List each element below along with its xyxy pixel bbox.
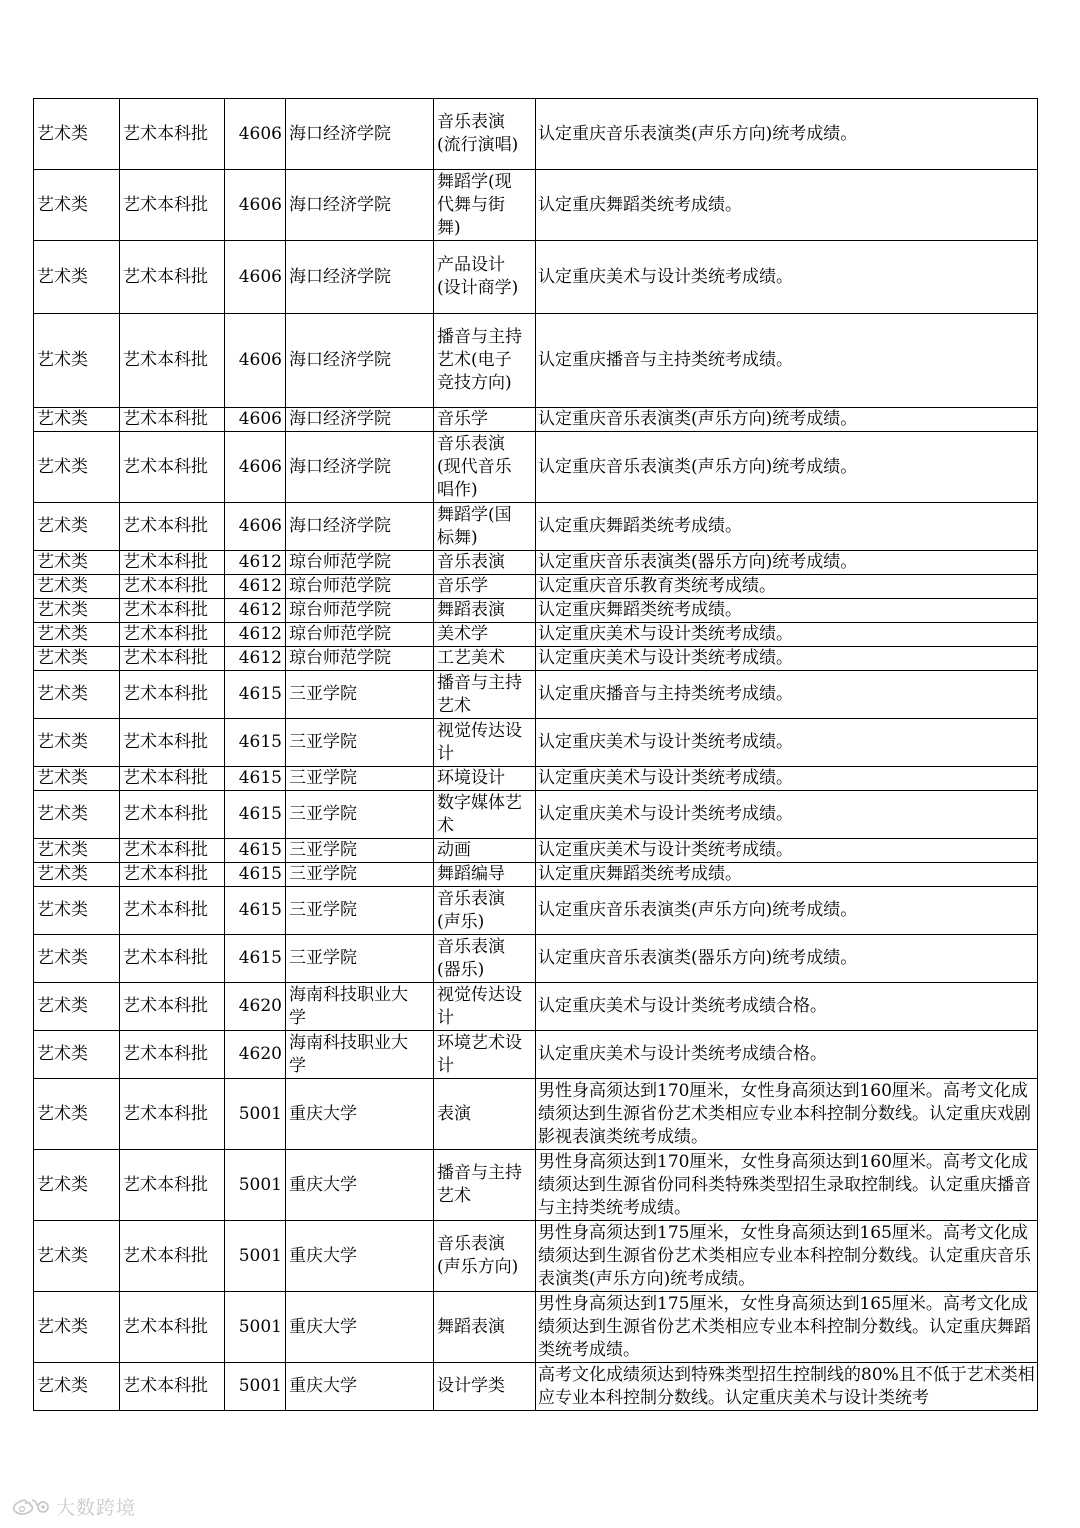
major-cell: 舞蹈表演 bbox=[434, 1292, 536, 1363]
school-code-cell: 5001 bbox=[225, 1363, 286, 1411]
school-name-cell: 重庆大学 bbox=[286, 1363, 434, 1411]
category-cell: 艺术类 bbox=[34, 599, 120, 623]
table-row bbox=[34, 432, 1038, 503]
table-row bbox=[34, 575, 1038, 599]
batch-cell: 艺术本科批 bbox=[120, 314, 225, 408]
category-cell: 艺术类 bbox=[34, 1150, 120, 1221]
school-name-cell: 海口经济学院 bbox=[286, 170, 434, 241]
major-cell: 舞蹈学(现 代舞与街 舞) bbox=[434, 170, 536, 241]
batch-cell: 艺术本科批 bbox=[120, 839, 225, 863]
requirement-note-cell: 认定重庆舞蹈类统考成绩。 bbox=[536, 503, 1038, 551]
major-cell: 舞蹈表演 bbox=[434, 599, 536, 623]
table-row bbox=[34, 1031, 1038, 1079]
school-code-cell: 4615 bbox=[225, 887, 286, 935]
school-code-cell: 4612 bbox=[225, 623, 286, 647]
table-row bbox=[34, 1292, 1038, 1363]
table-row bbox=[34, 551, 1038, 575]
table-row bbox=[34, 983, 1038, 1031]
major-cell: 播音与主持 艺术 bbox=[434, 671, 536, 719]
table-row bbox=[34, 314, 1038, 408]
requirement-note-cell: 认定重庆美术与设计类统考成绩。 bbox=[536, 241, 1038, 314]
category-cell: 艺术类 bbox=[34, 647, 120, 671]
category-cell: 艺术类 bbox=[34, 1079, 120, 1150]
batch-cell: 艺术本科批 bbox=[120, 551, 225, 575]
batch-cell: 艺术本科批 bbox=[120, 503, 225, 551]
school-name-cell: 重庆大学 bbox=[286, 1292, 434, 1363]
school-name-cell: 三亚学院 bbox=[286, 887, 434, 935]
table-row bbox=[34, 599, 1038, 623]
school-name-cell: 重庆大学 bbox=[286, 1079, 434, 1150]
school-code-cell: 5001 bbox=[225, 1221, 286, 1292]
school-name-cell: 三亚学院 bbox=[286, 935, 434, 983]
requirement-note-cell: 男性身高须达到175厘米，女性身高须达到165厘米。高考文化成绩须达到生源省份艺术类相应专业本科控制分数线。认定重庆音乐表演类(声乐方向)统考成绩。 bbox=[536, 1221, 1038, 1292]
requirement-note-cell: 高考文化成绩须达到特殊类型招生控制线的80%且不低于艺术类相应专业本科控制分数线。认定重庆美术与设计类统考 bbox=[536, 1363, 1038, 1411]
watermark bbox=[10, 1493, 136, 1520]
batch-cell: 艺术本科批 bbox=[120, 241, 225, 314]
requirement-note-cell: 认定重庆播音与主持类统考成绩。 bbox=[536, 314, 1038, 408]
batch-cell: 艺术本科批 bbox=[120, 767, 225, 791]
batch-cell: 艺术本科批 bbox=[120, 671, 225, 719]
category-cell: 艺术类 bbox=[34, 983, 120, 1031]
major-cell: 音乐表演 (器乐) bbox=[434, 935, 536, 983]
requirement-note-cell: 认定重庆美术与设计类统考成绩。 bbox=[536, 839, 1038, 863]
batch-cell: 艺术本科批 bbox=[120, 599, 225, 623]
requirement-note-cell: 认定重庆美术与设计类统考成绩合格。 bbox=[536, 983, 1038, 1031]
category-cell: 艺术类 bbox=[34, 1221, 120, 1292]
category-cell: 艺术类 bbox=[34, 1292, 120, 1363]
category-cell: 艺术类 bbox=[34, 623, 120, 647]
batch-cell: 艺术本科批 bbox=[120, 408, 225, 432]
major-cell: 表演 bbox=[434, 1079, 536, 1150]
school-code-cell: 5001 bbox=[225, 1150, 286, 1221]
table-row bbox=[34, 1150, 1038, 1221]
requirement-note-cell: 认定重庆音乐教育类统考成绩。 bbox=[536, 575, 1038, 599]
category-cell: 艺术类 bbox=[34, 503, 120, 551]
school-name-cell: 海口经济学院 bbox=[286, 99, 434, 170]
school-code-cell: 4612 bbox=[225, 647, 286, 671]
batch-cell: 艺术本科批 bbox=[120, 99, 225, 170]
requirement-note-cell: 认定重庆音乐表演类(声乐方向)统考成绩。 bbox=[536, 99, 1038, 170]
requirement-note-cell: 认定重庆音乐表演类(声乐方向)统考成绩。 bbox=[536, 408, 1038, 432]
requirement-note-cell: 认定重庆舞蹈类统考成绩。 bbox=[536, 863, 1038, 887]
table-row bbox=[34, 1079, 1038, 1150]
school-code-cell: 4612 bbox=[225, 551, 286, 575]
school-code-cell: 4615 bbox=[225, 935, 286, 983]
school-name-cell: 三亚学院 bbox=[286, 671, 434, 719]
major-cell: 播音与主持 艺术 bbox=[434, 1150, 536, 1221]
batch-cell: 艺术本科批 bbox=[120, 647, 225, 671]
batch-cell: 艺术本科批 bbox=[120, 1292, 225, 1363]
batch-cell: 艺术本科批 bbox=[120, 1079, 225, 1150]
school-code-cell: 4606 bbox=[225, 170, 286, 241]
major-cell: 音乐学 bbox=[434, 575, 536, 599]
school-code-cell: 4606 bbox=[225, 99, 286, 170]
requirement-note-cell: 认定重庆舞蹈类统考成绩。 bbox=[536, 599, 1038, 623]
school-name-cell: 海口经济学院 bbox=[286, 314, 434, 408]
school-name-cell: 三亚学院 bbox=[286, 863, 434, 887]
category-cell: 艺术类 bbox=[34, 671, 120, 719]
school-name-cell: 三亚学院 bbox=[286, 719, 434, 767]
major-cell: 舞蹈编导 bbox=[434, 863, 536, 887]
batch-cell: 艺术本科批 bbox=[120, 719, 225, 767]
batch-cell: 艺术本科批 bbox=[120, 170, 225, 241]
table-row bbox=[34, 719, 1038, 767]
batch-cell: 艺术本科批 bbox=[120, 575, 225, 599]
school-code-cell: 4620 bbox=[225, 983, 286, 1031]
school-code-cell: 4615 bbox=[225, 671, 286, 719]
table-row bbox=[34, 623, 1038, 647]
category-cell: 艺术类 bbox=[34, 170, 120, 241]
table-row bbox=[34, 1221, 1038, 1292]
school-code-cell: 4612 bbox=[225, 599, 286, 623]
school-name-cell: 海口经济学院 bbox=[286, 432, 434, 503]
school-name-cell: 琼台师范学院 bbox=[286, 647, 434, 671]
major-cell: 数字媒体艺 术 bbox=[434, 791, 536, 839]
school-code-cell: 4606 bbox=[225, 503, 286, 551]
school-name-cell: 三亚学院 bbox=[286, 767, 434, 791]
table-row bbox=[34, 241, 1038, 314]
requirement-note-cell: 认定重庆音乐表演类(声乐方向)统考成绩。 bbox=[536, 887, 1038, 935]
requirement-note-cell: 认定重庆美术与设计类统考成绩。 bbox=[536, 623, 1038, 647]
table-row bbox=[34, 767, 1038, 791]
major-cell: 音乐表演 (声乐) bbox=[434, 887, 536, 935]
school-code-cell: 5001 bbox=[225, 1079, 286, 1150]
school-code-cell: 4615 bbox=[225, 719, 286, 767]
requirement-note-cell: 认定重庆音乐表演类(器乐方向)统考成绩。 bbox=[536, 935, 1038, 983]
major-cell: 音乐表演 (流行演唱) bbox=[434, 99, 536, 170]
school-code-cell: 4615 bbox=[225, 863, 286, 887]
table-body bbox=[34, 99, 1038, 1411]
table-row bbox=[34, 863, 1038, 887]
category-cell: 艺术类 bbox=[34, 791, 120, 839]
table-row bbox=[34, 791, 1038, 839]
weibo-logo-icon bbox=[10, 1496, 52, 1518]
school-code-cell: 4620 bbox=[225, 1031, 286, 1079]
school-code-cell: 4606 bbox=[225, 432, 286, 503]
table-row bbox=[34, 503, 1038, 551]
requirement-note-cell: 认定重庆音乐表演类(声乐方向)统考成绩。 bbox=[536, 432, 1038, 503]
school-name-cell: 重庆大学 bbox=[286, 1150, 434, 1221]
category-cell: 艺术类 bbox=[34, 935, 120, 983]
batch-cell: 艺术本科批 bbox=[120, 1363, 225, 1411]
batch-cell: 艺术本科批 bbox=[120, 863, 225, 887]
major-cell: 舞蹈学(国 标舞) bbox=[434, 503, 536, 551]
school-name-cell: 海南科技职业大 学 bbox=[286, 1031, 434, 1079]
requirement-note-cell: 认定重庆美术与设计类统考成绩。 bbox=[536, 719, 1038, 767]
school-name-cell: 琼台师范学院 bbox=[286, 551, 434, 575]
school-name-cell: 三亚学院 bbox=[286, 791, 434, 839]
category-cell: 艺术类 bbox=[34, 314, 120, 408]
school-name-cell: 海口经济学院 bbox=[286, 503, 434, 551]
batch-cell: 艺术本科批 bbox=[120, 1150, 225, 1221]
category-cell: 艺术类 bbox=[34, 839, 120, 863]
category-cell: 艺术类 bbox=[34, 1363, 120, 1411]
major-cell: 动画 bbox=[434, 839, 536, 863]
requirement-note-cell: 男性身高须达到170厘米，女性身高须达到160厘米。高考文化成绩须达到生源省份同科类特殊类型招生录取控制线。认定重庆播音与主持类统考成绩。 bbox=[536, 1150, 1038, 1221]
batch-cell: 艺术本科批 bbox=[120, 935, 225, 983]
major-cell: 音乐表演 bbox=[434, 551, 536, 575]
batch-cell: 艺术本科批 bbox=[120, 1031, 225, 1079]
requirement-note-cell: 认定重庆音乐表演类(器乐方向)统考成绩。 bbox=[536, 551, 1038, 575]
requirement-note-cell: 认定重庆美术与设计类统考成绩。 bbox=[536, 647, 1038, 671]
major-cell: 音乐表演 (声乐方向) bbox=[434, 1221, 536, 1292]
school-code-cell: 4615 bbox=[225, 767, 286, 791]
school-name-cell: 琼台师范学院 bbox=[286, 623, 434, 647]
table-row bbox=[34, 935, 1038, 983]
major-cell: 音乐学 bbox=[434, 408, 536, 432]
table-row bbox=[34, 99, 1038, 170]
watermark-text: 大数跨境 bbox=[56, 1497, 137, 1519]
requirement-note-cell: 认定重庆播音与主持类统考成绩。 bbox=[536, 671, 1038, 719]
school-code-cell: 4606 bbox=[225, 314, 286, 408]
category-cell: 艺术类 bbox=[34, 575, 120, 599]
school-name-cell: 琼台师范学院 bbox=[286, 599, 434, 623]
requirement-note-cell: 认定重庆舞蹈类统考成绩。 bbox=[536, 170, 1038, 241]
batch-cell: 艺术本科批 bbox=[120, 791, 225, 839]
school-code-cell: 4615 bbox=[225, 839, 286, 863]
school-code-cell: 4606 bbox=[225, 241, 286, 314]
table-row bbox=[34, 170, 1038, 241]
table-row bbox=[34, 1363, 1038, 1411]
major-cell: 播音与主持 艺术(电子 竞技方向) bbox=[434, 314, 536, 408]
table-row bbox=[34, 839, 1038, 863]
admission-requirements-table bbox=[33, 98, 1038, 1411]
school-name-cell: 三亚学院 bbox=[286, 839, 434, 863]
school-name-cell: 海口经济学院 bbox=[286, 408, 434, 432]
school-code-cell: 4615 bbox=[225, 791, 286, 839]
major-cell: 产品设计 (设计商学) bbox=[434, 241, 536, 314]
category-cell: 艺术类 bbox=[34, 432, 120, 503]
school-code-cell: 4612 bbox=[225, 575, 286, 599]
table-row bbox=[34, 671, 1038, 719]
requirement-note-cell: 认定重庆美术与设计类统考成绩合格。 bbox=[536, 1031, 1038, 1079]
major-cell: 视觉传达设 计 bbox=[434, 983, 536, 1031]
category-cell: 艺术类 bbox=[34, 767, 120, 791]
school-name-cell: 海口经济学院 bbox=[286, 241, 434, 314]
batch-cell: 艺术本科批 bbox=[120, 887, 225, 935]
requirement-note-cell: 男性身高须达到170厘米，女性身高须达到160厘米。高考文化成绩须达到生源省份艺术类相应专业本科控制分数线。认定重庆戏剧影视表演类统考成绩。 bbox=[536, 1079, 1038, 1150]
batch-cell: 艺术本科批 bbox=[120, 1221, 225, 1292]
major-cell: 音乐表演 (现代音乐 唱作) bbox=[434, 432, 536, 503]
requirement-note-cell: 认定重庆美术与设计类统考成绩。 bbox=[536, 791, 1038, 839]
category-cell: 艺术类 bbox=[34, 887, 120, 935]
school-code-cell: 4606 bbox=[225, 408, 286, 432]
category-cell: 艺术类 bbox=[34, 551, 120, 575]
category-cell: 艺术类 bbox=[34, 719, 120, 767]
requirement-note-cell: 认定重庆美术与设计类统考成绩。 bbox=[536, 767, 1038, 791]
batch-cell: 艺术本科批 bbox=[120, 623, 225, 647]
major-cell: 设计学类 bbox=[434, 1363, 536, 1411]
major-cell: 工艺美术 bbox=[434, 647, 536, 671]
requirement-note-cell: 男性身高须达到175厘米，女性身高须达到165厘米。高考文化成绩须达到生源省份艺术类相应专业本科控制分数线。认定重庆舞蹈类统考成绩。 bbox=[536, 1292, 1038, 1363]
batch-cell: 艺术本科批 bbox=[120, 983, 225, 1031]
school-name-cell: 海南科技职业大 学 bbox=[286, 983, 434, 1031]
table-row bbox=[34, 647, 1038, 671]
category-cell: 艺术类 bbox=[34, 408, 120, 432]
category-cell: 艺术类 bbox=[34, 99, 120, 170]
major-cell: 美术学 bbox=[434, 623, 536, 647]
batch-cell: 艺术本科批 bbox=[120, 432, 225, 503]
category-cell: 艺术类 bbox=[34, 241, 120, 314]
school-code-cell: 5001 bbox=[225, 1292, 286, 1363]
category-cell: 艺术类 bbox=[34, 1031, 120, 1079]
school-name-cell: 重庆大学 bbox=[286, 1221, 434, 1292]
major-cell: 视觉传达设 计 bbox=[434, 719, 536, 767]
table-row bbox=[34, 408, 1038, 432]
table-row bbox=[34, 887, 1038, 935]
major-cell: 环境设计 bbox=[434, 767, 536, 791]
category-cell: 艺术类 bbox=[34, 863, 120, 887]
major-cell: 环境艺术设 计 bbox=[434, 1031, 536, 1079]
school-name-cell: 琼台师范学院 bbox=[286, 575, 434, 599]
